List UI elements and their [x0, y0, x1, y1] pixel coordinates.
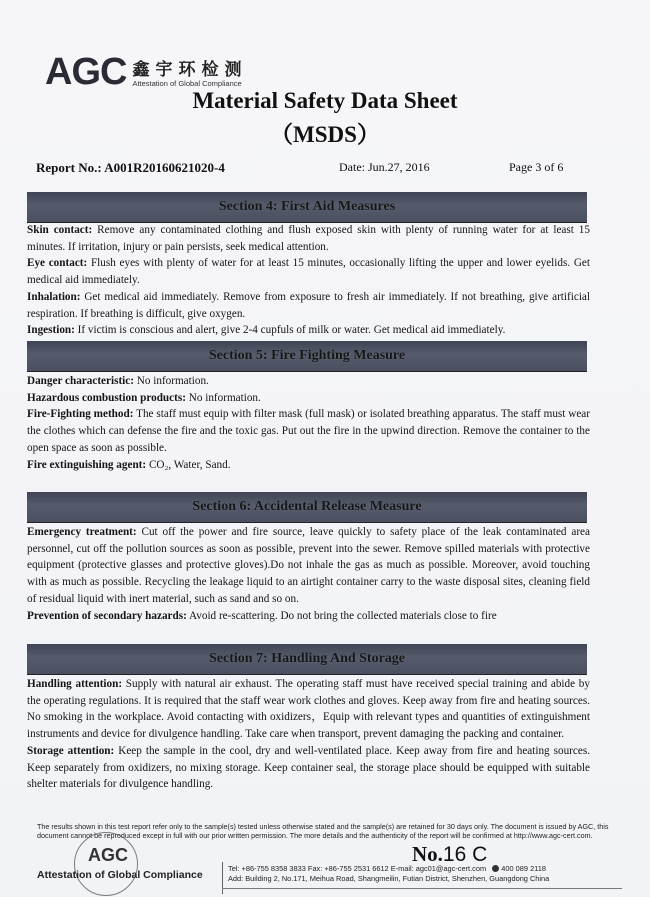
section-6-header	[27, 492, 587, 523]
stamp-logo-text: AGC	[88, 845, 128, 865]
agc-logo	[45, 51, 248, 93]
footer-disclaimer: The results shown in this test report refer only to the sample(s) tested unless otherwise stated and the sample(s) are retained for 30 days only. The document is issued by AGC, this document cannot be reproduced except in full with our prior written permission. The more details and the authenticity of the report will be confirmed at http://www.agc-cert.com.	[37, 822, 609, 840]
item-emergency-treatment: Emergency treatment: Cut off the power and fire source, leave quickly to safety place of the leak contaminated area personnel, cut off the pollution sources as soon as possible, prevent into the sewer. Remove spilled materials with protective equipment (protective glasses and protective gloves).Do not inhale the gas as much as possible. Moreover, avoid touching with as much as possible. Recycling the leakage liquid to an airtight container carry to the waste disposal sites, cleaning field of residual liquid with inert material, such as sand and so on.	[27, 526, 590, 605]
section-7-body	[27, 676, 590, 793]
section-7-header	[27, 644, 587, 675]
document-subtitle: （MSDS）	[270, 122, 380, 147]
section-title: Section 5: Fire Fighting Measure	[208, 348, 406, 363]
item-skin-contact: Skin contact: Remove any contaminated clothing and flush exposed skin with plenty of running water for at least 15 minutes. If irritation, injury or pain persists, seek medical attention.	[27, 224, 590, 253]
item-storage-attention: Storage attention: Keep the sample in the cool, dry and well-ventilated place. Keep away from fire and heating sources. Keep separately from oxidizers, no mixing storage. Keep container seal, the storage place should be equipped with suitable shelter materials for divulgence handling.	[27, 744, 590, 791]
report-number: Report No.: A001R20160621020-4	[36, 160, 225, 175]
footer-divider-horizontal	[222, 888, 622, 889]
page-number: Page 3 of 6	[509, 160, 564, 174]
item-eye-contact: Eye contact: Flush eyes with plenty of water for at least 15 minutes, occasionally lifting the upper and lower eyelids. Get medical aid immediately.	[27, 257, 590, 287]
section-title: Section 7: Handling And Storage	[208, 651, 406, 666]
section-5-body	[27, 373, 590, 473]
section-6-body	[27, 524, 590, 624]
item-handling-attention: Handling attention: Supply with natural air exhaust. The operating staff must have received special training and abide by the operating regulations. It is required that the staff wear work clothes and gloves. Keep away from fire and heating sources. No smoking in the workplace. Avoid contacting with oxidizers，Equip with relevant types and quantities of extinguishment instruments and device for divulgence handling. Take care when transport, prevent damaging the packing and container.	[27, 678, 590, 741]
section-4-header	[27, 192, 587, 223]
item-fire-fighting-method: Fire-Fighting method: The staff must equip with filter mask (full mask) or isolated breathing apparatus. The staff must wear the clothes which can defense the fire and the toxic gas. Put out the fire in the upwind direction. Remove the container to the open space as soon as possible.	[27, 408, 590, 454]
phone-icon	[492, 865, 499, 872]
hotline-number: 400 089 2118	[501, 864, 546, 873]
logo-chinese-text: 鑫宇环检测	[132, 60, 248, 80]
item-hazardous-combustion: Hazardous combustion products: No information.	[27, 391, 261, 404]
logo-english-text: Attestation of Global Compliance	[132, 79, 242, 88]
item-danger-characteristic: Danger characteristic: No information.	[27, 375, 209, 387]
logo-mark: AGC	[45, 51, 127, 93]
section-title: Section 6: Accidental Release Measure	[192, 499, 422, 514]
item-extinguishing-agent: Fire extinguishing agent: CO₂, Water, Sand.	[27, 458, 231, 471]
document-title: Material Safety Data Sheet	[192, 88, 458, 113]
attestation-label: Attestation of Global Compliance	[37, 869, 203, 881]
section-4-body	[27, 222, 590, 339]
section-title: Section 4: First Aid Measures	[218, 199, 396, 214]
section-5-header	[27, 341, 587, 372]
report-date: Date: Jun.27, 2016	[339, 160, 430, 174]
item-ingestion: Ingestion: If victim is conscious and alert, give 2-4 cupfuls of milk or water. Get medical aid immediately.	[27, 324, 506, 337]
item-secondary-hazards: Prevention of secondary hazards: Avoid re-scattering. Do not bring the collected materials close to fire	[27, 609, 497, 622]
contact-line-1: Tel: +86-755 8358 3833 Fax: +86-755 2531 6612 E-mail: agc01@agc-cert.com 400 089 2118	[228, 864, 546, 873]
contact-address: Add: Building 2, No.171, Meihua Road, Shangmeilin, Futian District, Shenzhen, Guangdong China	[228, 874, 550, 883]
document-number: No.16 C	[412, 842, 488, 866]
item-inhalation: Inhalation: Get medical aid immediately. Remove from exposure to fresh air immediately. If not breathing, give artificial respiration. If breathing is difficult, give oxygen.	[27, 290, 590, 320]
contact-info	[228, 864, 628, 884]
footer-divider-vertical	[222, 862, 223, 894]
